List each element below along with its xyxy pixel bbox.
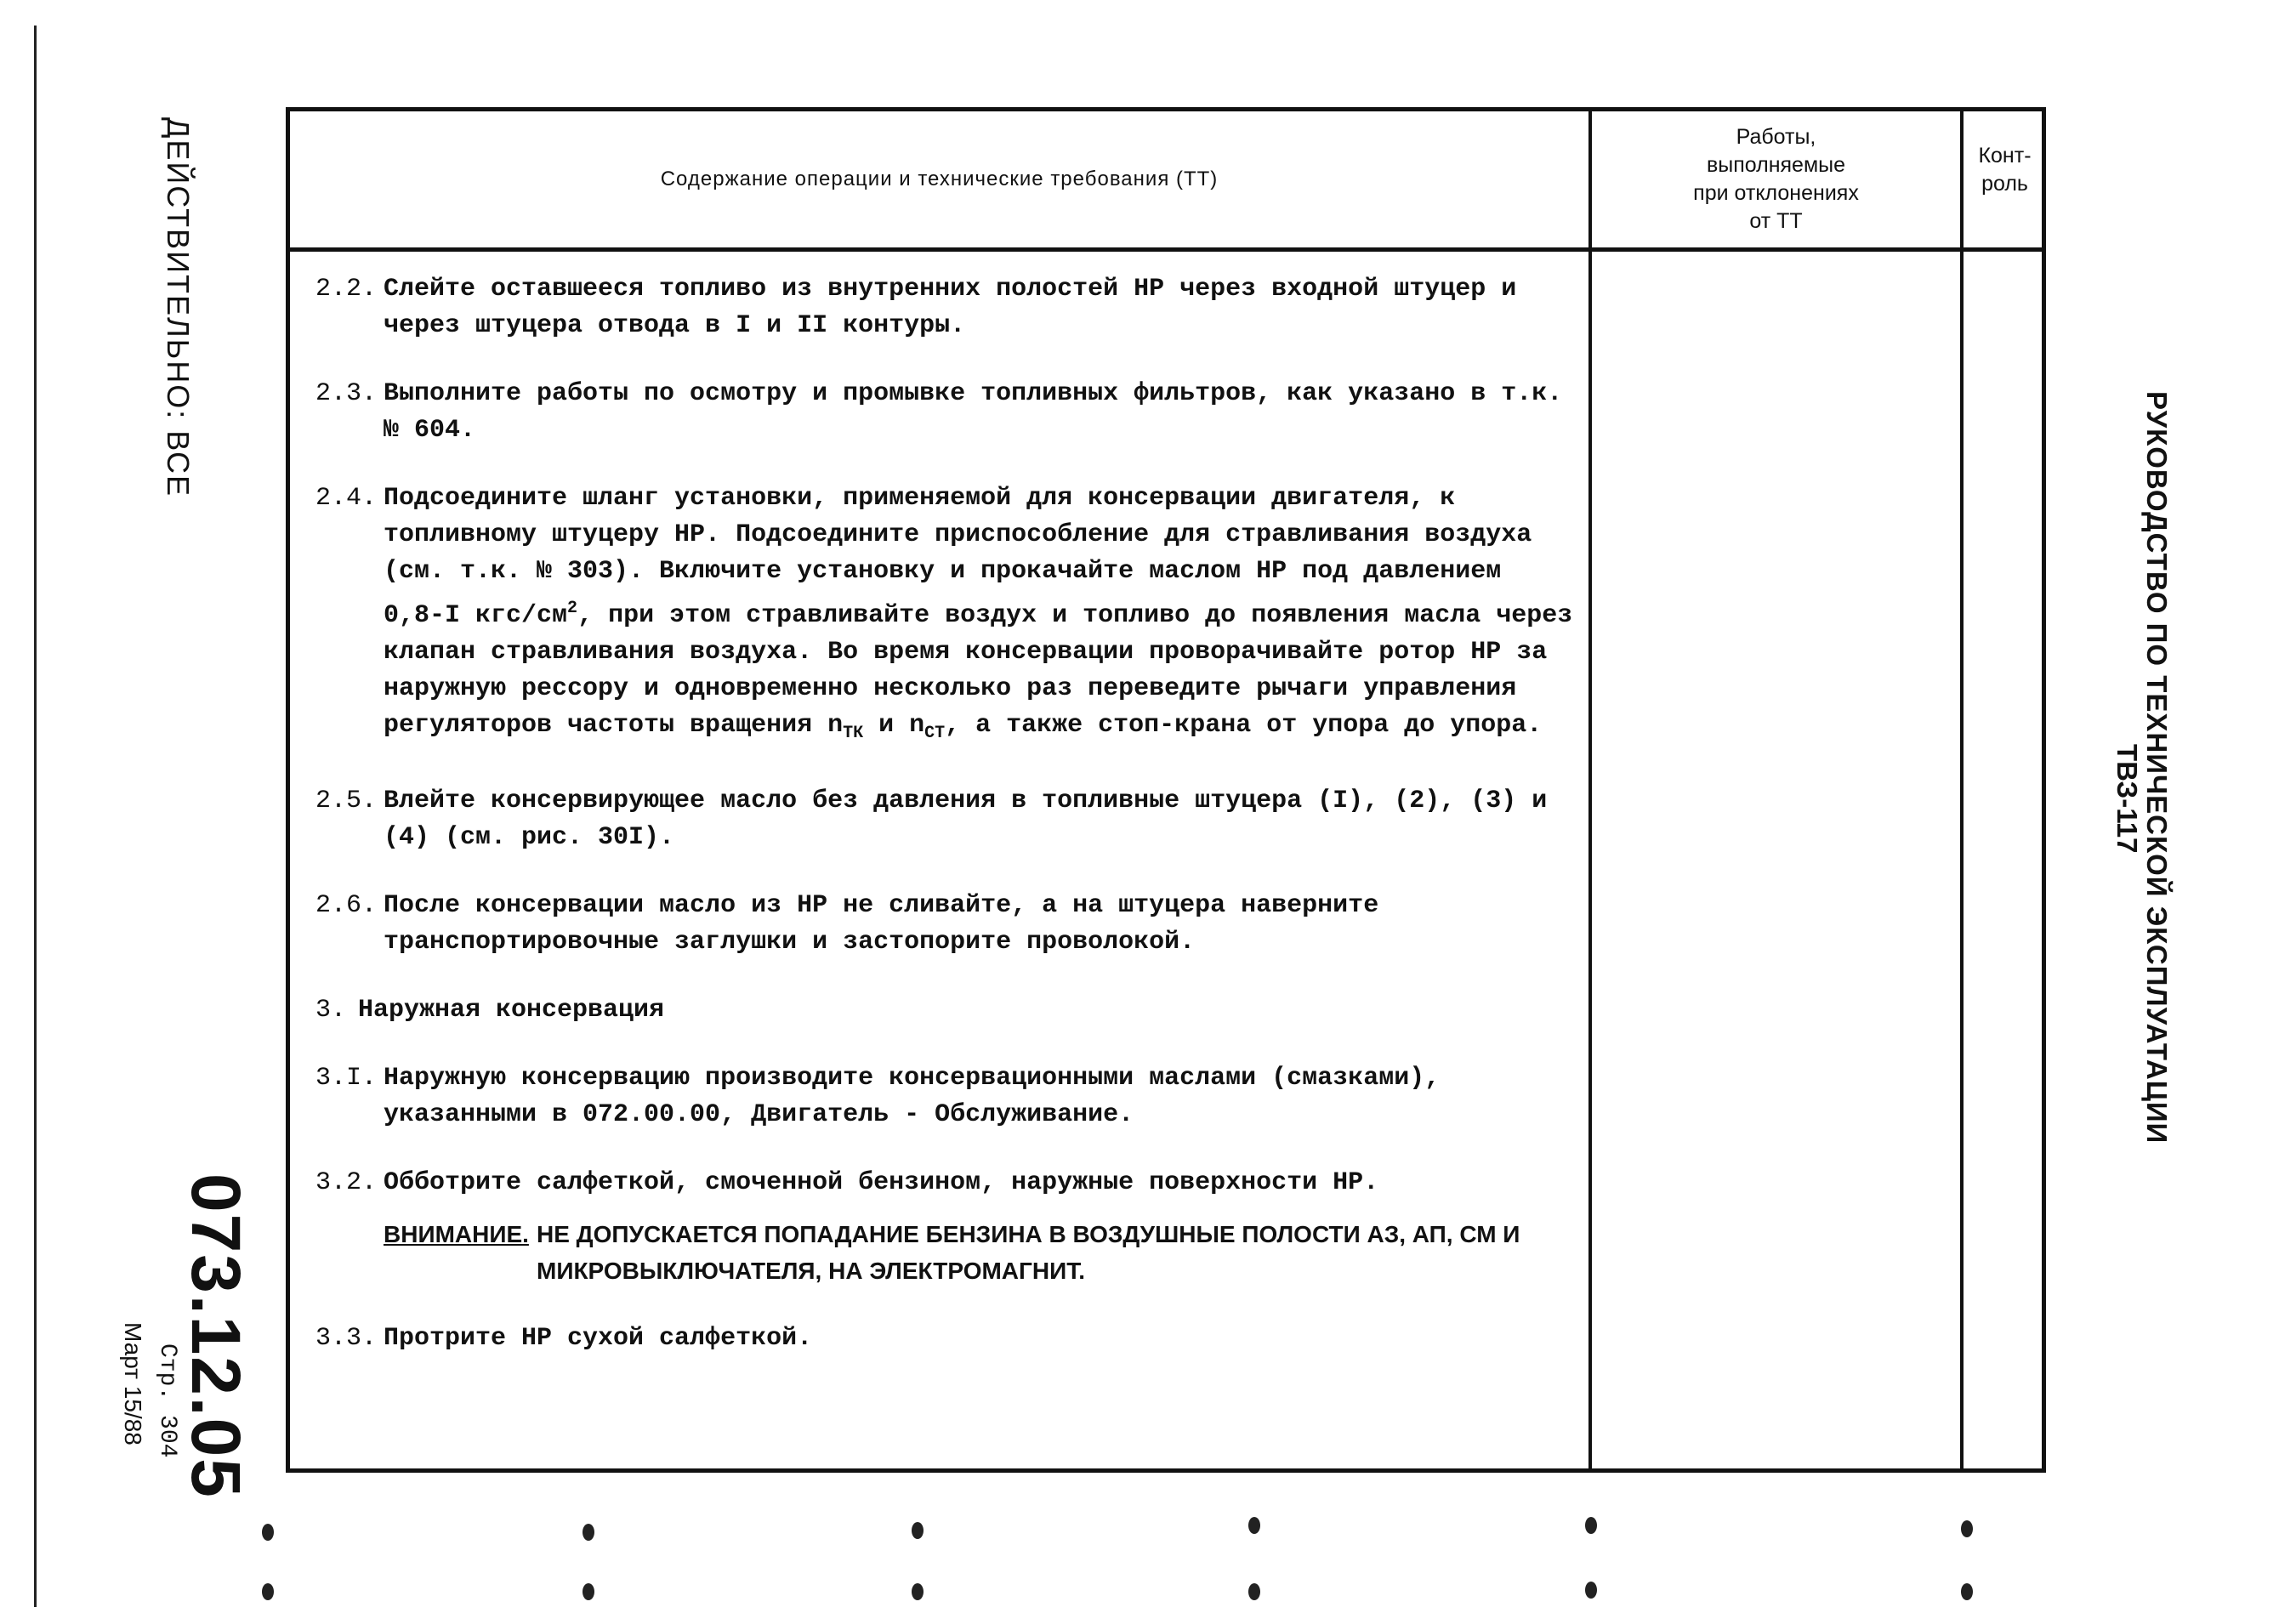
item-number: 2.3. [315, 379, 378, 408]
item-text: Слейте оставшееся топливо из внутренних полостей НР через входной штуцер и через штуцера отвода в I и II контуры. [384, 275, 1517, 340]
item-text: Протрите НР сухой салфеткой. [384, 1324, 813, 1353]
operation-item [315, 376, 1574, 449]
punch-hole [912, 1583, 924, 1600]
validity-label: ДЕЙСТВИТЕЛЬНО: ВСЕ [161, 117, 196, 498]
punch-hole [1248, 1517, 1260, 1534]
page-number: Стр. 304 [154, 1343, 180, 1458]
engine-model: ТВЗ-117 [2111, 744, 2143, 854]
item-text: Наружную консервацию производите консервационными маслами (смазками), указанными в 072.00.00, Двигатель - Обслуживание. [384, 1064, 1441, 1129]
operations-content [315, 271, 1574, 1389]
section-heading [315, 992, 1574, 1029]
header-control-line: роль [1981, 172, 2028, 196]
item-text: Подсоедините шланг установки, применяемой для консервации двигателя, к топливному штуцеру НР. Подсоедините приспособление для стравливания воздуха (см. т.к. № 303). Включите установку и прокачайте маслом НР под давлением 0,8-I кгс/см [384, 484, 1532, 630]
item-number: 2.4. [315, 484, 378, 513]
punch-hole [912, 1522, 924, 1539]
header-control-line: Конт- [1978, 144, 2032, 168]
item-text: и n [863, 711, 925, 740]
revision-date: Март 15/88 [120, 1322, 146, 1445]
header-content: Содержание операции и технические требования (ТТ) [660, 168, 1219, 190]
operation-item [315, 1321, 1574, 1357]
punch-hole [1585, 1517, 1597, 1534]
item-number: 2.6. [315, 891, 378, 920]
item-text: После консервации масло из НР не сливайте, а на штуцера наверните транспортировочные заглушки и застопорите проволокой. [384, 891, 1379, 957]
column-divider [1588, 111, 1592, 1468]
item-text: Обботрите салфеткой, смоченной бензином, наружные поверхности НР. [384, 1168, 1379, 1197]
header-control [1964, 142, 2046, 198]
item-number: 3.3. [315, 1324, 378, 1353]
column-divider [1960, 111, 1964, 1468]
item-text: , а также стоп-крана от упора до упора. [945, 711, 1543, 740]
operation-item [315, 1060, 1574, 1133]
operation-item [315, 271, 1574, 344]
item-number: 3.2. [315, 1168, 378, 1197]
item-number: 2.2. [315, 275, 378, 304]
punch-hole [583, 1583, 594, 1600]
header-works-line: при отклонениях [1693, 181, 1859, 205]
punch-hole [262, 1583, 274, 1600]
operation-item [315, 1165, 1574, 1201]
header-works-line: выполняемые [1706, 153, 1846, 177]
punch-hole [262, 1524, 274, 1541]
binding-margin-line [34, 26, 37, 1607]
warning-text: НЕ ДОПУСКАЕТСЯ ПОПАДАНИЕ БЕНЗИНА В ВОЗДУШНЫЕ ПОЛОСТИ АЗ, АП, СМ И МИКРОВЫКЛЮЧАТЕЛЯ, НА ЭЛЕКТРОМАГНИТ. [537, 1221, 1520, 1284]
punch-hole [1585, 1582, 1597, 1599]
superscript: 2 [567, 599, 578, 618]
punch-hole [1961, 1520, 1973, 1537]
operation-item [315, 480, 1574, 752]
subscript: ТК [843, 724, 864, 743]
manual-title: РУКОВОДСТВО ПО ТЕХНИЧЕСКОЙ ЭКСПЛУАТАЦИИ [2141, 391, 2173, 1144]
subscript: СТ [924, 724, 946, 743]
operations-table [286, 107, 2046, 1473]
warning-label: ВНИМАНИЕ. [384, 1221, 529, 1247]
header-works [1592, 123, 1960, 236]
item-text: Влейте консервирующее масло без давления в топливные штуцера (I), (2), (3) и (4) (см. рис. 30I). [384, 787, 1548, 852]
header-works-line: Работы, [1736, 125, 1816, 149]
punch-hole [1248, 1583, 1260, 1600]
operation-item [315, 888, 1574, 961]
header-works-line: от ТТ [1749, 209, 1803, 233]
document-number: 073.12.05 [177, 1173, 254, 1499]
punch-hole [583, 1524, 594, 1541]
header-divider [290, 247, 2042, 252]
section-title: Наружная консервация [358, 996, 665, 1025]
item-number: 2.5. [315, 787, 378, 815]
item-text: , при этом стравливайте воздух и топливо до появления масла через клапан стравливания воздуха. Во время консервации проворачивайте ротор НР за наружную рессору и одновременно несколько раз переведите рычаги управления регуляторов частоты вращения n [384, 601, 1573, 740]
item-number: 3. [315, 996, 347, 1025]
punch-hole [1961, 1583, 1973, 1600]
item-text: Выполните работы по осмотру и промывке топливных фильтров, как указано в т.к. № 604. [384, 379, 1563, 445]
item-number: 3.I. [315, 1064, 378, 1093]
operation-item [315, 783, 1574, 856]
warning-note [315, 1216, 1574, 1289]
